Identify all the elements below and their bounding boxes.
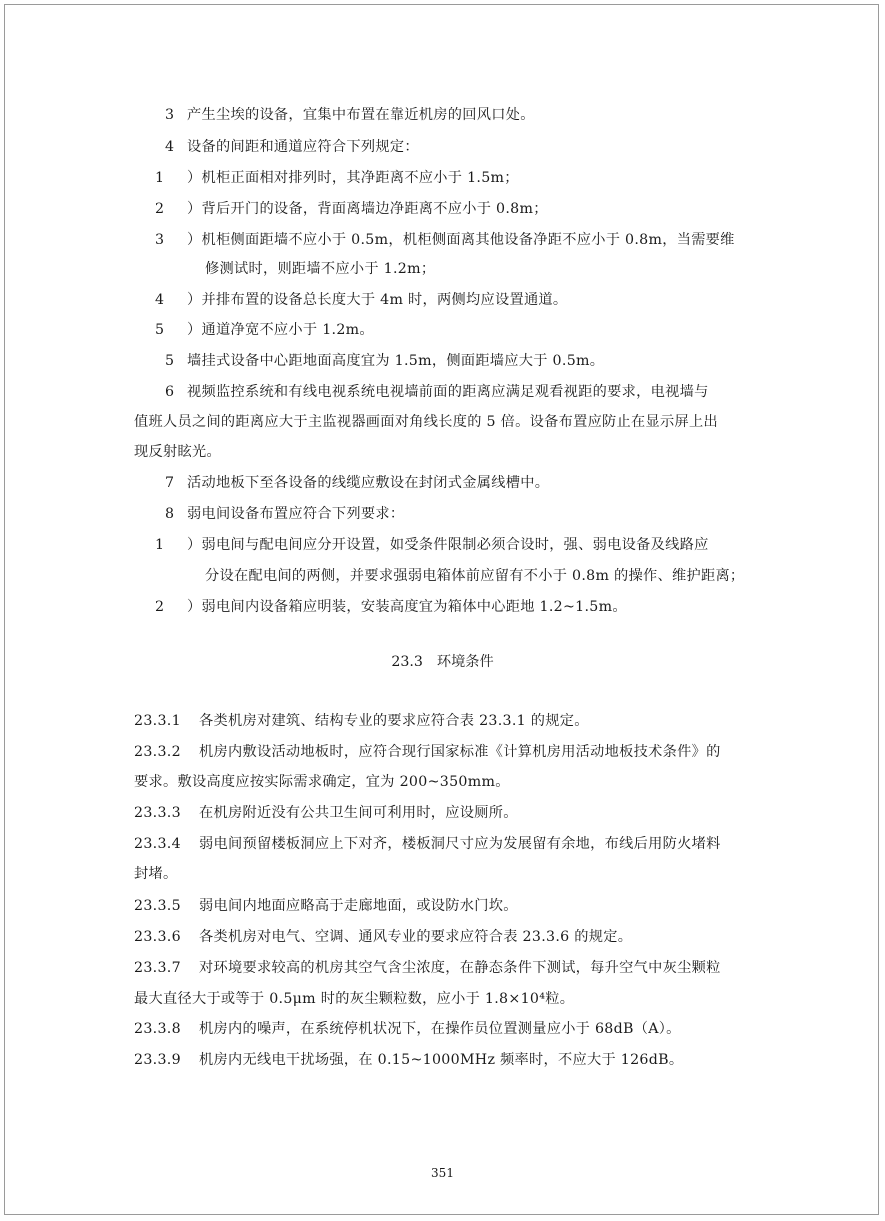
page-number: 351 — [431, 1166, 454, 1180]
section-title: 环境条件 — [436, 654, 494, 670]
subitem-8-1: 1 ）弱电间与配电间应分开设置，如受条件限制必须合设时，强、弱电设备及线路应 — [155, 537, 709, 553]
item-7: 7 活动地板下至各设备的线缆应敷设在封闭式金属线槽中。 — [165, 475, 550, 491]
clause-23-3-9: 23.3.9 机房内无线电干扰场强，在 0.15~1000MHz 频率时，不应大于 126dB。 — [134, 1052, 684, 1068]
item-3: 3 产生尘埃的设备，宜集中布置在靠近机房的回风口处。 — [165, 107, 535, 123]
item-6: 6 视频监控系统和有线电视系统电视墙前面的距离应满足观看视距的要求，电视墙与 — [165, 384, 709, 400]
clause-23-3-4-continued: 封堵。 — [134, 866, 178, 882]
clause-23-3-5: 23.3.5 弱电间内地面应略高于走廊地面，或设防水门坎。 — [134, 898, 518, 914]
subitem-4-2: 2 ）背后开门的设备，背面离墙边净距离不应小于 0.8m； — [155, 201, 548, 217]
clause-23-3-6: 23.3.6 各类机房对电气、空调、通风专业的要求应符合表 23.3.6 的规定。 — [134, 929, 633, 945]
subitem-8-2: 2 ）弱电间内设备箱应明装，安装高度宜为箱体中心距地 1.2~1.5m。 — [155, 599, 627, 615]
clause-23-3-8: 23.3.8 机房内的噪声，在系统停机状况下，在操作员位置测量应小于 68dB（A）。 — [134, 1021, 681, 1037]
section-number: 23.3 — [391, 654, 423, 670]
subitem-4-4: 4 ）并排布置的设备总长度大于 4m 时，两侧均应设置通道。 — [155, 292, 568, 308]
subitem-4-5: 5 ）通道净宽不应小于 1.2m。 — [155, 322, 374, 338]
item-6-continued: 值班人员之间的距离应大于主监视器画面对角线长度的 5 倍。设备布置应防止在显示屏上出 — [134, 414, 718, 430]
subitem-8-1-continued: 分设在配电间的两侧，并要求强弱电箱体前应留有不小于 0.8m 的操作、维护距离； — [205, 568, 745, 584]
clause-23-3-2-continued: 要求。敷设高度应按实际需求确定，宜为 200~350mm。 — [134, 774, 510, 790]
item-8: 8 弱电间设备布置应符合下列要求： — [165, 506, 405, 522]
item-5: 5 墙挂式设备中心距地面高度宜为 1.5m，侧面距墙应大于 0.5m。 — [165, 353, 605, 369]
clause-23-3-4: 23.3.4 弱电间预留楼板洞应上下对齐，楼板洞尺寸应为发展留有余地，布线后用防火堵料 — [134, 836, 721, 852]
subitem-4-3: 3 ）机柜侧面距墙不应小于 0.5m，机柜侧面离其他设备净距不应小于 0.8m，当需要维 — [155, 232, 735, 248]
subitem-4-1: 1 ）机柜正面相对排列时，其净距离不应小于 1.5m； — [155, 170, 519, 186]
clause-23-3-1: 23.3.1 各类机房对建筑、结构专业的要求应符合表 23.3.1 的规定。 — [134, 713, 589, 729]
clause-23-3-2: 23.3.2 机房内敷设活动地板时，应符合现行国家标准《计算机房用活动地板技术条件》的 — [134, 744, 721, 760]
clause-23-3-3: 23.3.3 在机房附近没有公共卫生间可利用时，应设厕所。 — [134, 805, 518, 821]
clause-23-3-7: 23.3.7 对环境要求较高的机房其空气含尘浓度，在静态条件下测试，每升空气中灰尘颗粒 — [134, 960, 721, 976]
item-6-continued-2: 现反射眩光。 — [134, 444, 221, 460]
clause-23-3-7-continued: 最大直径大于或等于 0.5μm 时的灰尘颗粒数，应小于 1.8×10⁴粒。 — [134, 991, 575, 1007]
subitem-4-3-continued: 修测试时，则距墙不应小于 1.2m； — [205, 261, 436, 277]
section-heading — [0, 648, 885, 676]
item-4: 4 设备的间距和通道应符合下列规定： — [165, 139, 419, 155]
